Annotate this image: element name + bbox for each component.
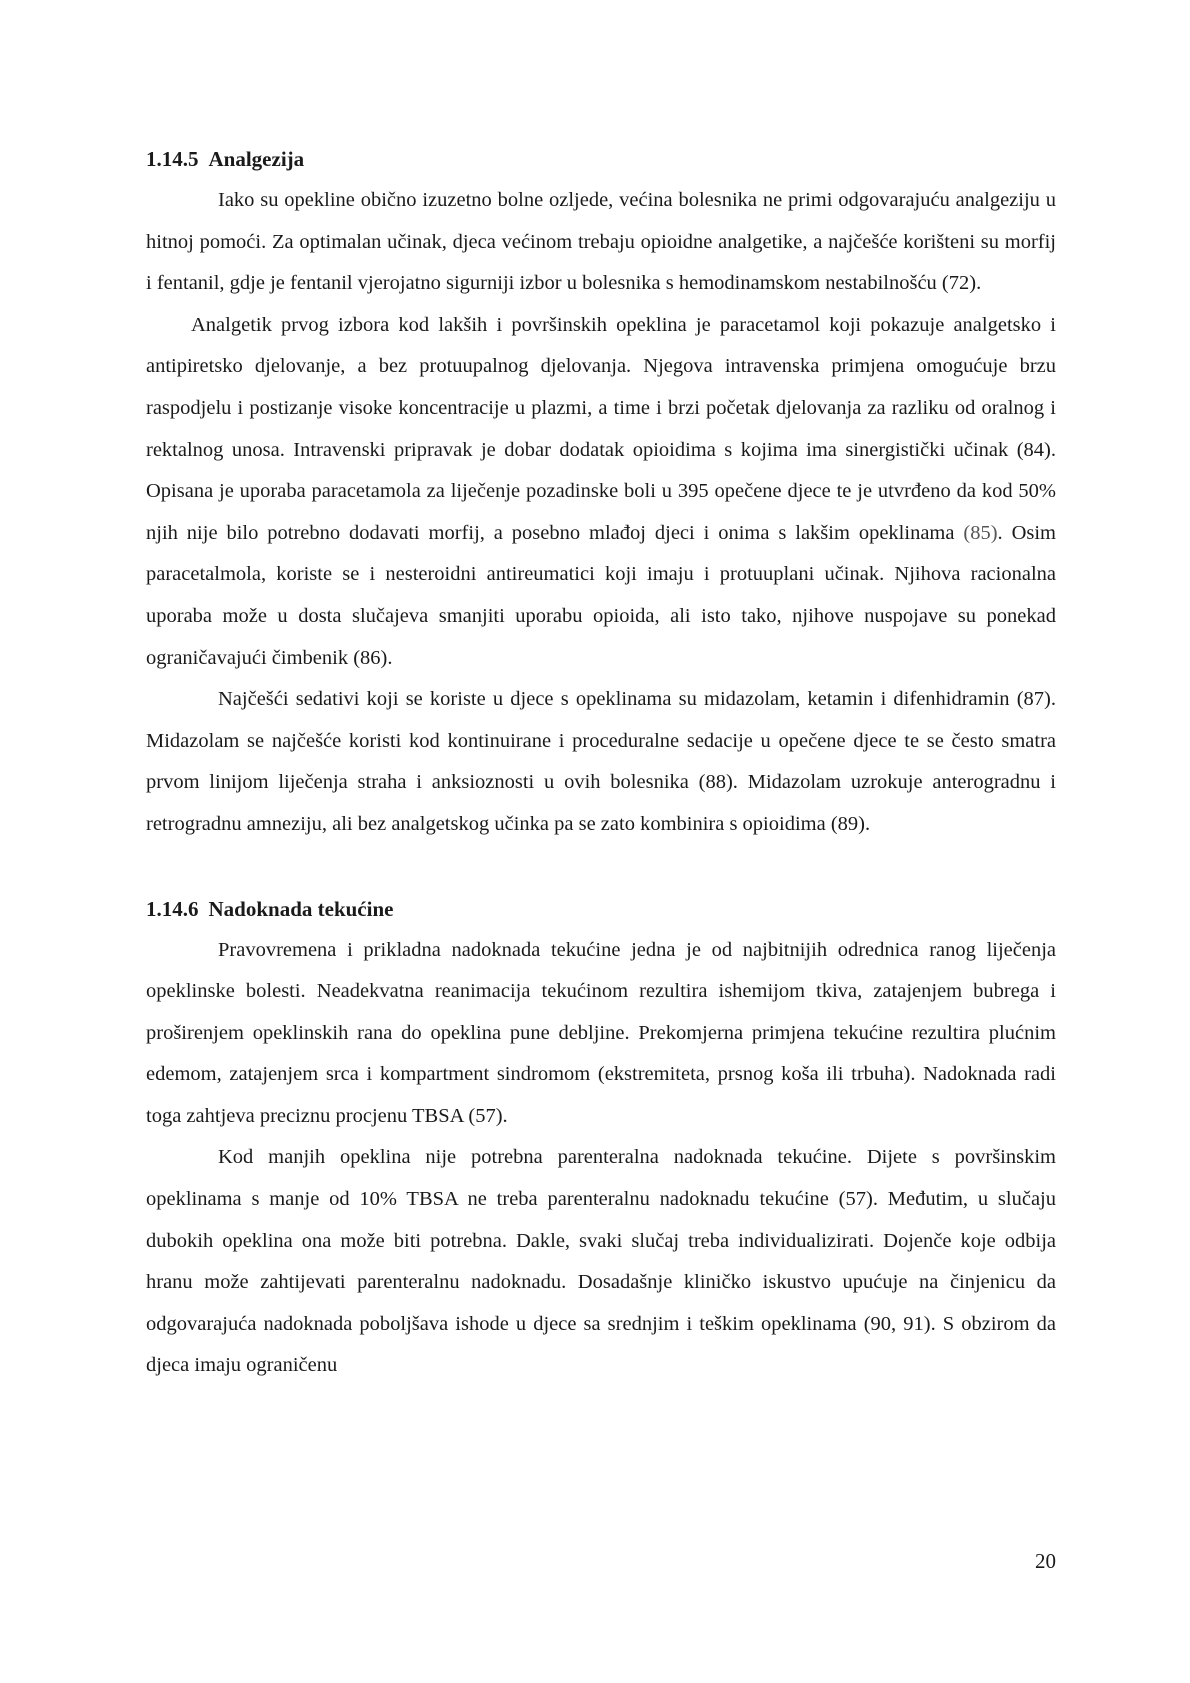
paragraph: Kod manjih opeklina nije potrebna parenteralna nadoknada tekućine. Dijete s površinskim opeklinama s manje od 10% TBSA ne treba parenteralnu nadoknadu tekućine (57). Međutim, u slučaju dubokih opeklina ona može biti potrebna. Dakle, svaki slučaj treba individualizirati. Dojenče koje odbija hranu može zahtijevati parenteralnu nadoknadu. Dosadašnje kliničko iskustvo upućuje na činjenicu da odgovarajuća nadoknada poboljšava ishode u djece sa srednjim i teškim opeklinama (90, 91). S obzirom da djeca imaju ograničenu — [146, 1146, 1056, 1377]
paragraph: Najčešći sedativi koji se koriste u djece s opeklinama su midazolam, ketamin i difenhidramin (87). Midazolam se najčešće koristi kod kontinuirane i proceduralne sedacije u opečene djece te se često smatra prvom linijom liječenja straha i anksioznosti u ovih bolesnika (88). Midazolam uzrokuje anterogradnu i retrogradnu amneziju, ali bez analgetskog učinka pa se zato kombinira s opioidima (89). — [146, 688, 1056, 835]
section-number: 1.14.6 — [146, 896, 199, 921]
document-page — [146, 138, 1056, 1387]
paragraph: Pravovremena i prikladna nadoknada tekućine jedna je od najbitnijih odrednica ranog liječenja opeklinske bolesti. Neadekvatna reanimacija tekućinom rezultira ishemijom tkiva, zatajenjem bubrega i proširenjem opeklinskih rana do opeklina pune debljine. Prekomjerna primjena tekućine rezultira plućnim edemom, zatajenjem srca i kompartment sindromom (ekstremiteta, prsnog koša ili trbuha). Nadoknada radi toga zahtjeva preciznu procjenu TBSA (57). — [146, 938, 1056, 1127]
section-title: Analgezija — [208, 147, 305, 171]
page-number: 20 — [1035, 1549, 1056, 1573]
section-title: Nadoknada tekućine — [208, 896, 394, 921]
citation: (85) — [963, 521, 998, 544]
section-heading-nadoknada-tekucine — [146, 888, 1056, 930]
paragraph — [146, 305, 1056, 679]
section-number: 1.14.5 — [146, 147, 199, 171]
paragraph-text: . Osim paracetalmola, koriste se i nesteroidni antireumatici koji imaju i protuuplani učinak. Njihova racionalna uporaba može u dosta slučajeva smanjiti uporabu opioida, ali isto tako, njihove nuspojave su ponekad ograničavajući čimbenik (86). — [146, 521, 1056, 669]
paragraph: Iako su opekline obično izuzetno bolne ozljede, većina bolesnika ne primi odgovarajuću analgeziju u hitnoj pomoći. Za optimalan učinak, djeca većinom trebaju opioidne analgetike, a najčešće korišteni su morfij i fentanil, gdje je fentanil vjerojatno sigurniji izbor u bolesnika s hemodinamskom nestabilnošću (72). — [146, 189, 1056, 295]
paragraph-text: Analgetik prvog izbora kod lakših i površinskih opeklina je paracetamol koji pokazuje analgetsko i antipiretsko djelovanje, a bez protuupalnog djelovanja. Njegova intravenska primjena omogućuje brzu raspodjelu i postizanje visoke koncentracije u plazmi, a time i brzi početak djelovanja za razliku od oralnog i rektalnog unosa. Intravenski pripravak je dobar dodatak opioidima s kojima ima sinergistički učinak (84). Opisana je uporaba paracetamola za liječenje pozadinske boli u 395 opečene djece te je utvrđeno da kod 50% njih nije bilo potrebno dodavati morfij, a posebno mlađoj djeci i onima s lakšim opeklinama — [146, 313, 1056, 544]
section-spacer — [146, 846, 1056, 888]
section-heading-analgezija — [146, 138, 1056, 180]
